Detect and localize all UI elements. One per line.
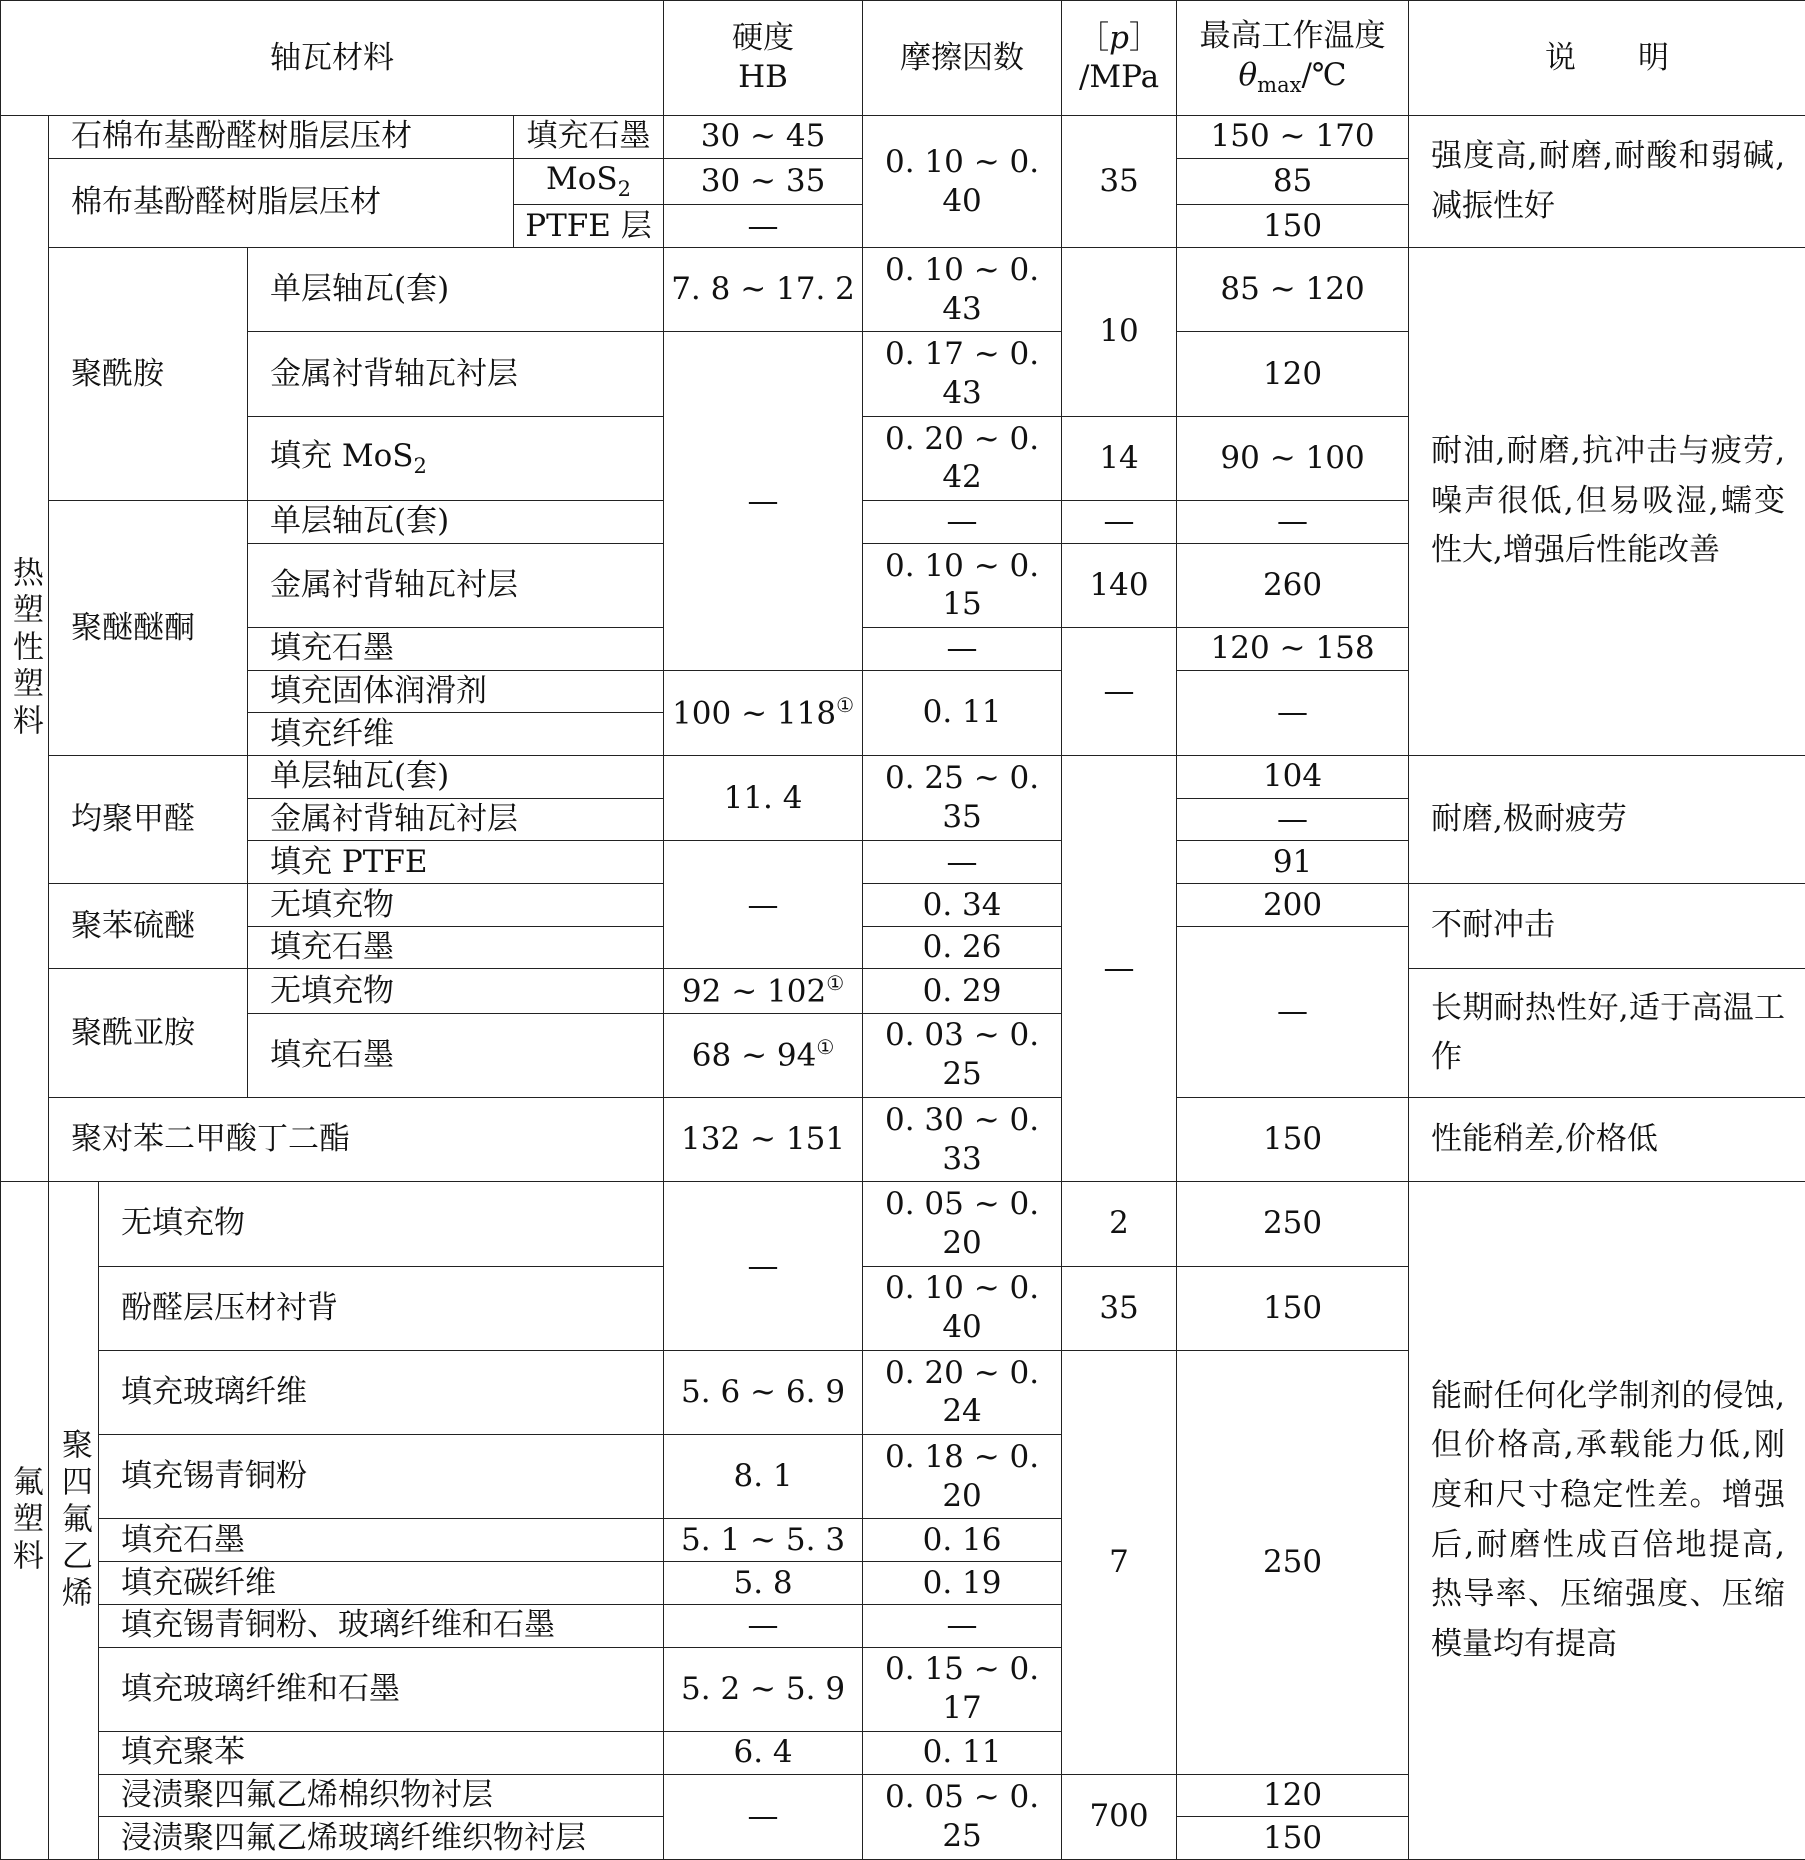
hardness-cell: 30 ~ 35 [664,158,863,205]
temp-cell: 91 [1177,841,1409,884]
variant-cell: 无填充物 [248,884,664,927]
friction-cell: 0. 16 [863,1519,1062,1562]
temp-cell: 200 [1177,884,1409,927]
table-row [1,116,1805,159]
friction-cell: — [863,500,1062,543]
variant-cell: 单层轴瓦(套) [248,756,664,799]
pressure-cell: 14 [1062,416,1177,500]
hardness-cell: 5. 8 [664,1562,863,1605]
note-cell: 长期耐热性好,适于高温工作 [1409,969,1805,1097]
friction-cell: — [863,627,1062,670]
friction-cell: 0. 10 ~ 0. 43 [863,248,1062,332]
variant-cell: 填充石墨 [99,1519,664,1562]
friction-cell: 0. 20 ~ 0. 42 [863,416,1062,500]
friction-cell: 0. 10 ~ 0. 40 [863,1266,1062,1350]
temp-cell: 85 [1177,158,1409,205]
friction-cell: 0. 11 [863,670,1062,755]
hardness-cell: 5. 1 ~ 5. 3 [664,1519,863,1562]
friction-cell: 0. 05 ~ 0. 25 [863,1774,1062,1860]
header-hardness: 硬度 HB [664,1,863,116]
friction-cell: — [863,841,1062,884]
friction-cell: 0. 25 ~ 0. 35 [863,756,1062,841]
pressure-cell: 10 [1062,248,1177,417]
material-cell: 聚苯硫醚 [49,884,248,969]
variant-cell: 填充石墨 [248,926,664,969]
temp-cell: 260 [1177,543,1409,627]
table-row [1,1097,1805,1181]
filler-cell: MoS$_2$ [514,158,664,205]
header-note: 说 明 [1409,1,1805,116]
temp-cell: 150 [1177,205,1409,248]
friction-cell: 0. 05 ~ 0. 20 [863,1182,1062,1266]
variant-cell: 酚醛层压材衬背 [99,1266,664,1350]
variant-cell: 填充锡青铜粉 [99,1435,664,1519]
variant-cell: 浸渍聚四氟乙烯棉织物衬层 [99,1774,664,1817]
hardness-cell: 92 ~ 102① [664,969,863,1013]
variant-cell: 浸渍聚四氟乙烯玻璃纤维织物衬层 [99,1817,664,1860]
table-row [1,756,1805,799]
hardness-cell: 8. 1 [664,1435,863,1519]
hardness-cell: — [664,1604,863,1647]
variant-cell: 填充石墨 [248,627,664,670]
temp-cell: — [1177,926,1409,1097]
hardness-cell: — [664,1182,863,1351]
header-max-temp: 最高工作温度 $\theta_{max}/℃$ [1177,1,1409,116]
header-friction: 摩擦因数 [863,1,1062,116]
friction-cell: 0. 03 ~ 0. 25 [863,1013,1062,1097]
variant-cell: 金属衬背轴瓦衬层 [248,543,664,627]
hardness-cell: 100 ~ 118① [664,670,863,755]
material-cell: 聚酰胺 [49,248,248,501]
friction-cell: 0. 18 ~ 0. 20 [863,1435,1062,1519]
variant-cell: 单层轴瓦(套) [248,248,664,332]
note-cell: 耐磨,极耐疲劳 [1409,756,1805,884]
variant-cell: 填充纤维 [248,713,664,756]
material-cell: 石棉布基酚醛树脂层压材 [49,116,514,159]
hardness-cell: 11. 4 [664,756,863,841]
variant-cell: 无填充物 [99,1182,664,1266]
temp-cell: 250 [1177,1350,1409,1774]
hardness-cell: 7. 8 ~ 17. 2 [664,248,863,332]
hardness-cell: 6. 4 [664,1731,863,1774]
hardness-cell: 132 ~ 151 [664,1097,863,1181]
material-cell: 聚对苯二甲酸丁二酯 [49,1097,664,1181]
header-pressure: ［p］ /MPa [1062,1,1177,116]
filler-cell: PTFE 层 [514,205,664,248]
temp-cell: — [1177,798,1409,841]
temp-cell: 120 [1177,332,1409,416]
variant-cell: 填充碳纤维 [99,1562,664,1605]
header-row [1,1,1805,116]
temp-cell: 90 ~ 100 [1177,416,1409,500]
friction-cell: 0. 10 ~ 0. 40 [863,116,1062,248]
temp-cell: 104 [1177,756,1409,799]
hardness-cell: — [664,205,863,248]
pressure-cell: — [1062,627,1177,755]
temp-cell: 120 ~ 158 [1177,627,1409,670]
group-fluoro: 氟塑料 [1,1182,49,1860]
pressure-cell: 140 [1062,543,1177,627]
variant-cell: 无填充物 [248,969,664,1013]
material-cell: 均聚甲醛 [49,756,248,884]
table-row [1,248,1805,332]
friction-cell: 0. 30 ~ 0. 33 [863,1097,1062,1181]
variant-cell: 填充玻璃纤维和石墨 [99,1647,664,1731]
material-cell: 聚醚醚酮 [49,500,248,755]
temp-cell: 150 [1177,1266,1409,1350]
friction-cell: 0. 17 ~ 0. 43 [863,332,1062,416]
temp-cell: 150 [1177,1817,1409,1860]
note-cell: 耐油,耐磨,抗冲击与疲劳,噪声很低,但易吸湿,蠕变性大,增强后性能改善 [1409,248,1805,756]
hardness-cell: 30 ~ 45 [664,116,863,159]
hardness-cell: — [664,841,863,969]
temp-cell: 150 ~ 170 [1177,116,1409,159]
note-cell: 性能稍差,价格低 [1409,1097,1805,1181]
friction-cell: 0. 29 [863,969,1062,1013]
material-cell: 棉布基酚醛树脂层压材 [49,158,514,247]
variant-cell: 填充聚苯 [99,1731,664,1774]
variant-cell: 金属衬背轴瓦衬层 [248,332,664,416]
note-cell: 能耐任何化学制剂的侵蚀,但价格高,承载能力低,刚度和尺寸稳定性差。增强后,耐磨性成百倍地提高,热导率、压缩强度、压缩模量均有提高 [1409,1182,1805,1860]
friction-cell: 0. 20 ~ 0. 24 [863,1350,1062,1434]
friction-cell: 0. 10 ~ 0. 15 [863,543,1062,627]
table-row [1,1182,1805,1266]
temp-cell: — [1177,670,1409,755]
friction-cell: — [863,1604,1062,1647]
group-ptfe: 聚四氟乙烯 [49,1182,99,1860]
pressure-cell: 2 [1062,1182,1177,1266]
variant-cell: 填充石墨 [248,1013,664,1097]
pressure-cell: — [1062,500,1177,543]
filler-cell: 填充石墨 [514,116,664,159]
temp-cell: 85 ~ 120 [1177,248,1409,332]
temp-cell: — [1177,500,1409,543]
variant-cell: 填充 MoS$_2$ [248,416,664,500]
hardness-cell: 5. 2 ~ 5. 9 [664,1647,863,1731]
pressure-cell: 7 [1062,1350,1177,1774]
pressure-cell: 35 [1062,116,1177,248]
friction-cell: 0. 26 [863,926,1062,969]
variant-cell: 填充玻璃纤维 [99,1350,664,1434]
friction-cell: 0. 15 ~ 0. 17 [863,1647,1062,1731]
variant-cell: 填充锡青铜粉、玻璃纤维和石墨 [99,1604,664,1647]
hardness-cell: — [664,332,863,670]
hardness-cell: 5. 6 ~ 6. 9 [664,1350,863,1434]
pressure-cell: 35 [1062,1266,1177,1350]
hardness-cell: 68 ~ 94① [664,1013,863,1097]
temp-cell: 120 [1177,1774,1409,1817]
material-cell: 聚酰亚胺 [49,969,248,1097]
table-row [1,884,1805,927]
hardness-cell: — [664,1774,863,1860]
variant-cell: 金属衬背轴瓦衬层 [248,798,664,841]
variant-cell: 单层轴瓦(套) [248,500,664,543]
friction-cell: 0. 34 [863,884,1062,927]
friction-cell: 0. 19 [863,1562,1062,1605]
variant-cell: 填充固体润滑剂 [248,670,664,713]
friction-cell: 0. 11 [863,1731,1062,1774]
temp-cell: 150 [1177,1097,1409,1181]
variant-cell: 填充 PTFE [248,841,664,884]
header-material: 轴瓦材料 [1,1,664,116]
temp-cell: 250 [1177,1182,1409,1266]
pressure-cell: 700 [1062,1774,1177,1860]
group-thermoplastic: 热塑性塑料 [1,116,49,1182]
note-cell: 强度高,耐磨,耐酸和弱碱,减振性好 [1409,116,1805,248]
pressure-cell: — [1062,756,1177,1182]
table-row [1,969,1805,1013]
note-cell: 不耐冲击 [1409,884,1805,969]
